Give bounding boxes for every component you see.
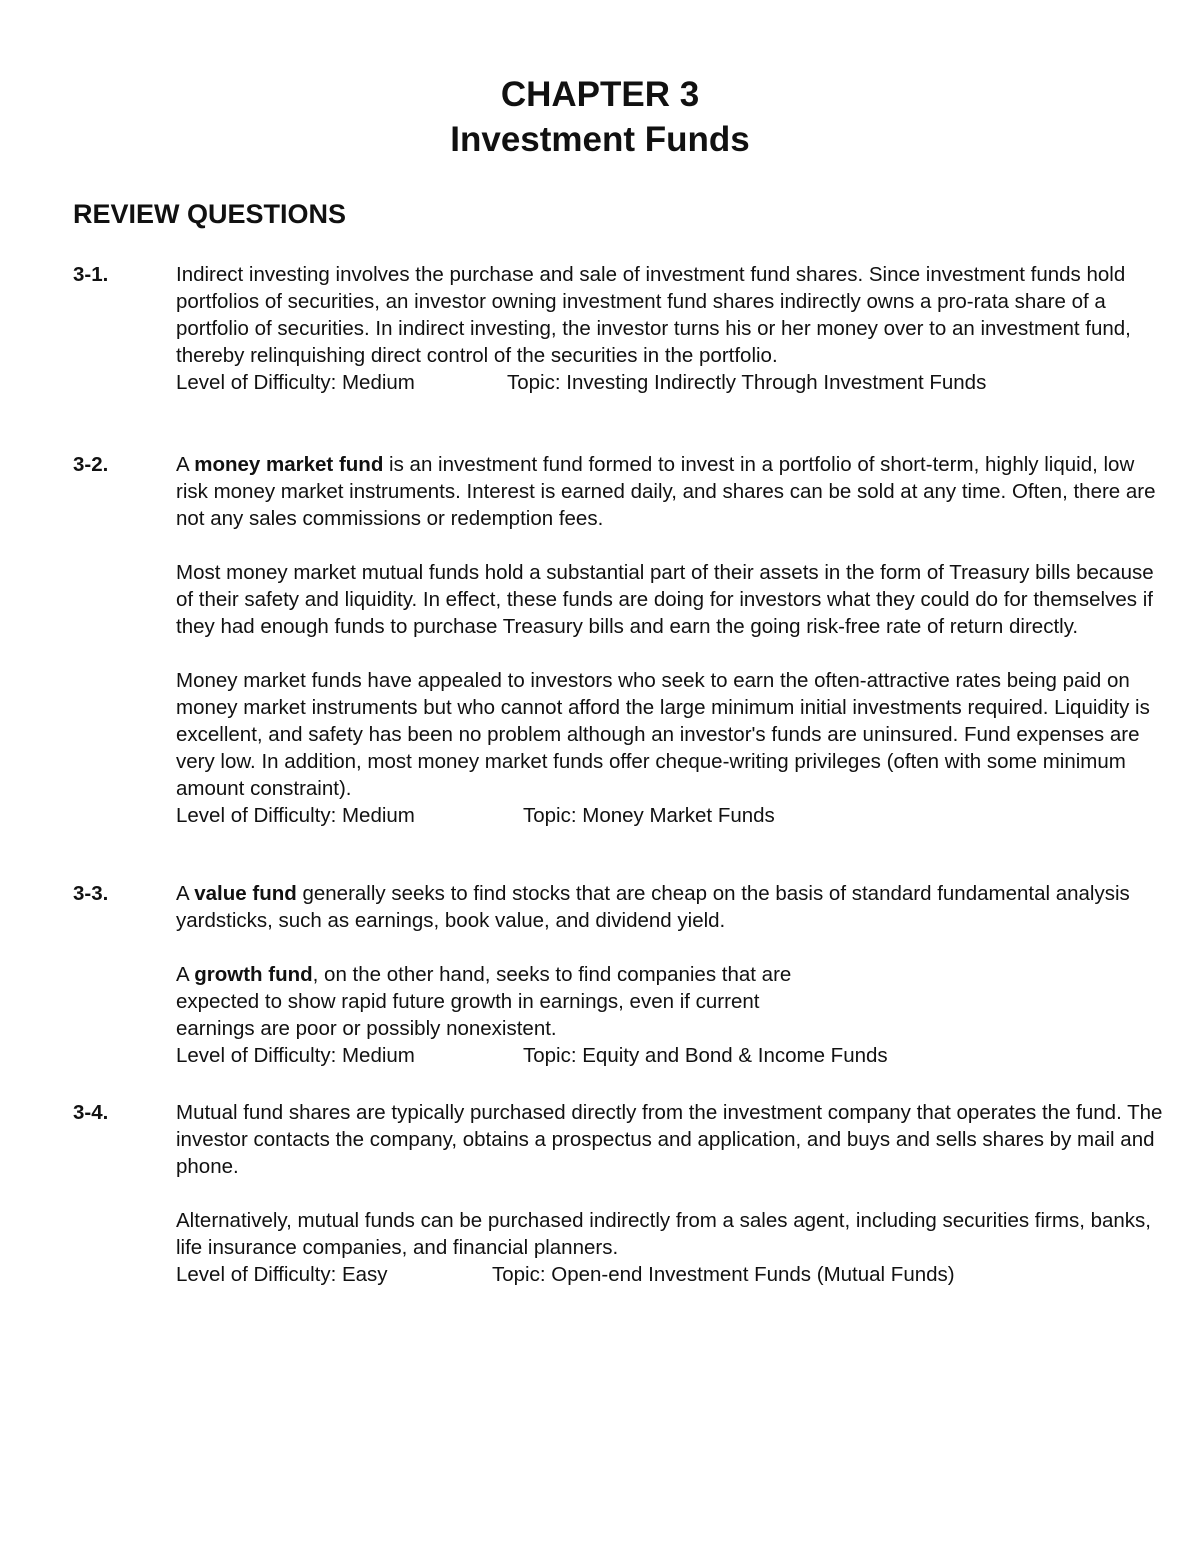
topic-label: Topic: Investing Indirectly Through Investment Funds: [507, 371, 987, 394]
question-meta: [176, 802, 1166, 829]
difficulty-level: Level of Difficulty: Medium: [176, 804, 415, 827]
question-meta: [176, 1261, 1166, 1288]
answer-paragraph: [176, 961, 1166, 1042]
text-run: expected to show rapid future growth in earnings, even if current: [176, 990, 760, 1013]
question-number: 3-3.: [73, 882, 109, 905]
question-body: [176, 880, 1166, 1069]
text-run: is an investment fund formed to invest in a portfolio of short-term, highly liquid, low risk money market instruments. Interest is earned daily, and shares can be sold at any time. Often, there are not any sales commissions or redemption fees.: [176, 453, 1156, 530]
answer-paragraph: [176, 880, 1166, 934]
answer-paragraph: Mutual fund shares are typically purchased directly from the investment company that operates the fund. The investor contacts the company, obtains a prospectus and application, and buys and sells shares by mail and phone.: [176, 1101, 1163, 1178]
text-run: , on the other hand, seeks to find companies that are: [312, 963, 792, 986]
difficulty-level: Level of Difficulty: Easy: [176, 1263, 388, 1286]
key-term: money market fund: [194, 453, 384, 476]
question-meta: [176, 1042, 1166, 1069]
key-term: value fund: [194, 882, 297, 905]
question-number: 3-2.: [73, 453, 109, 476]
question-number: 3-4.: [73, 1101, 109, 1124]
question-body: [176, 451, 1166, 829]
question-body: [176, 1099, 1166, 1288]
chapter-title: Investment Funds: [450, 120, 750, 159]
difficulty-level: Level of Difficulty: Medium: [176, 1044, 415, 1067]
difficulty-level: Level of Difficulty: Medium: [176, 371, 415, 394]
topic-label: Topic: Open-end Investment Funds (Mutual Funds): [492, 1263, 955, 1286]
key-term: growth fund: [194, 963, 313, 986]
answer-paragraph: Alternatively, mutual funds can be purchased indirectly from a sales agent, including securities firms, banks, life insurance companies, and financial planners.: [176, 1209, 1151, 1259]
answer-paragraph: Most money market mutual funds hold a substantial part of their assets in the form of Treasury bills because of their safety and liquidity. In effect, these funds are doing for investors what they could do for themselves if they had enough funds to purchase Treasury bills and earn the going risk-free rate of return directly.: [176, 561, 1154, 638]
text-run: generally seeks to find stocks that are cheap on the basis of standard fundamental analysis yardsticks, such as earnings, book value, and dividend yield.: [176, 882, 1130, 932]
text-run: A: [176, 963, 195, 986]
answer-paragraph: Money market funds have appealed to investors who seek to earn the often-attractive rates being paid on money market instruments but who cannot afford the large minimum initial investments required. Liquidity is excellent, and safety has been no problem although an investor's funds are uninsured. Fund expenses are very low. In addition, most money market funds offer cheque-writing privileges (often with some minimum amount constraint).: [176, 669, 1150, 800]
topic-label: Topic: Money Market Funds: [523, 804, 775, 827]
question-meta: [176, 369, 1166, 396]
topic-label: Topic: Equity and Bond & Income Funds: [523, 1044, 888, 1067]
answer-paragraph: [176, 451, 1166, 532]
chapter-number: CHAPTER 3: [500, 75, 700, 114]
section-heading: REVIEW QUESTIONS: [73, 199, 347, 229]
text-run: earnings are poor or possibly nonexistent.: [176, 1017, 557, 1040]
answer-paragraph: Indirect investing involves the purchase and sale of investment fund shares. Since investment funds hold portfolios of securities, an investor owning investment fund shares indirectly owns a pro-rata share of a portfolio of securities. In indirect investing, the investor turns his or her money over to an investment fund, thereby relinquishing direct control of the securities in the portfolio.: [176, 263, 1131, 367]
question-body: [176, 261, 1166, 396]
text-run: A: [176, 453, 195, 476]
text-run: A: [176, 882, 195, 905]
question-number: 3-1.: [73, 263, 109, 286]
